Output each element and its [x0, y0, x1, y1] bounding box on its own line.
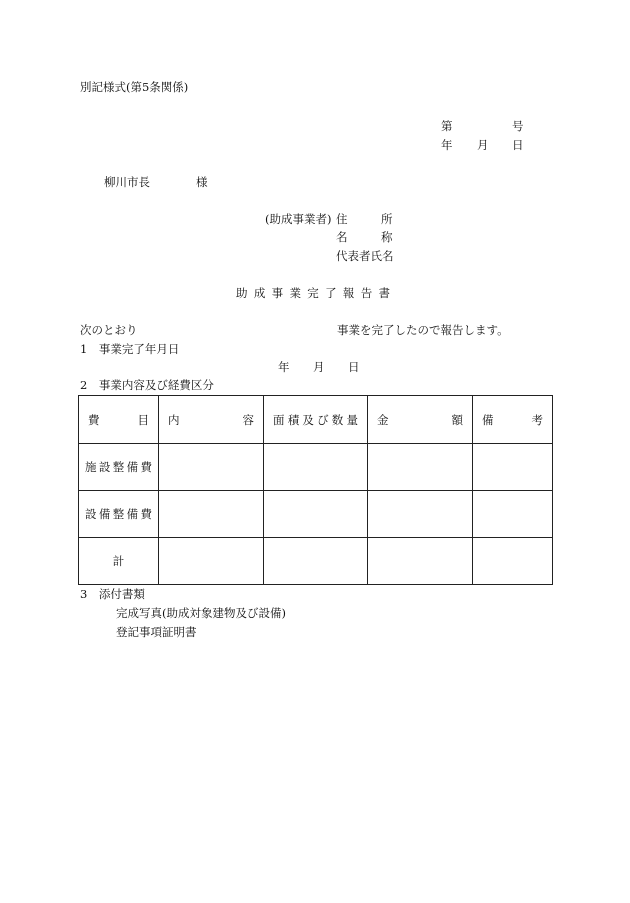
intro-right: 事業を完了したので報告します。: [337, 323, 509, 337]
document-title: [236, 286, 390, 300]
header-area-quantity: 面 積 及 び 数 量: [264, 396, 368, 444]
date-day: 日: [512, 138, 524, 152]
header-remarks: 備 考: [473, 396, 553, 444]
document-number-suffix: 号: [512, 119, 524, 133]
address-label-2: 所: [381, 212, 393, 226]
header-amount: 金 額: [368, 396, 473, 444]
expense-table: [78, 395, 553, 585]
title-char: 業: [289, 286, 301, 300]
name-label-1: 名: [336, 230, 348, 244]
table-cell: [264, 538, 368, 585]
section3-heading: 3 添付書類: [80, 587, 145, 601]
table-cell: [264, 491, 368, 538]
address-label-1: 住: [336, 212, 348, 226]
title-char: 告: [360, 286, 373, 300]
table-cell: [159, 491, 264, 538]
document-number-prefix: 第: [441, 119, 453, 133]
header-content: 内 容: [159, 396, 264, 444]
row-label-total: 計: [79, 538, 159, 585]
addressee-honorific: 様: [196, 175, 208, 189]
applicant-label: (助成事業者): [265, 212, 332, 226]
addressee-name: 柳川市長: [104, 175, 150, 189]
table-cell: [159, 444, 264, 491]
section1-heading: 1 事業完了年月日: [80, 342, 180, 356]
title-char: 了: [325, 286, 337, 300]
table-row: [79, 444, 553, 491]
completion-day: 日: [348, 360, 360, 374]
table-cell: [368, 538, 473, 585]
table-row: [79, 491, 553, 538]
date-month: 月: [477, 138, 489, 152]
title-char: 成: [253, 286, 266, 300]
row-label-equipment: 設 備 整 備 費: [79, 491, 159, 538]
table-cell: [264, 444, 368, 491]
title-char: 書: [378, 286, 390, 300]
table-cell: [368, 491, 473, 538]
table-cell: [473, 444, 553, 491]
table-cell: [473, 491, 553, 538]
name-label-2: 称: [381, 230, 393, 244]
attachment-item: 完成写真(助成対象建物及び設備): [116, 606, 286, 620]
table-header-row: [79, 396, 553, 444]
table-cell: [473, 538, 553, 585]
intro-left: 次のとおり: [80, 323, 138, 337]
header-cost-item: 費 目: [79, 396, 159, 444]
completion-year: 年: [278, 360, 290, 374]
completion-month: 月: [313, 360, 325, 374]
table-row: [79, 538, 553, 585]
title-char: 事: [271, 286, 284, 300]
table-cell: [368, 444, 473, 491]
table-cell: [159, 538, 264, 585]
representative-label: 代表者氏名: [336, 249, 394, 263]
row-label-facility: 施 設 整 備 費: [79, 444, 159, 491]
attachment-item: 登記事項証明書: [116, 625, 197, 639]
section2-heading: 2 事業内容及び経費区分: [80, 378, 214, 392]
title-char: 助: [236, 286, 248, 300]
title-char: 完: [307, 286, 319, 300]
title-char: 報: [342, 286, 355, 300]
form-reference: 別記様式(第5条関係): [80, 80, 189, 94]
date-year: 年: [441, 138, 453, 152]
